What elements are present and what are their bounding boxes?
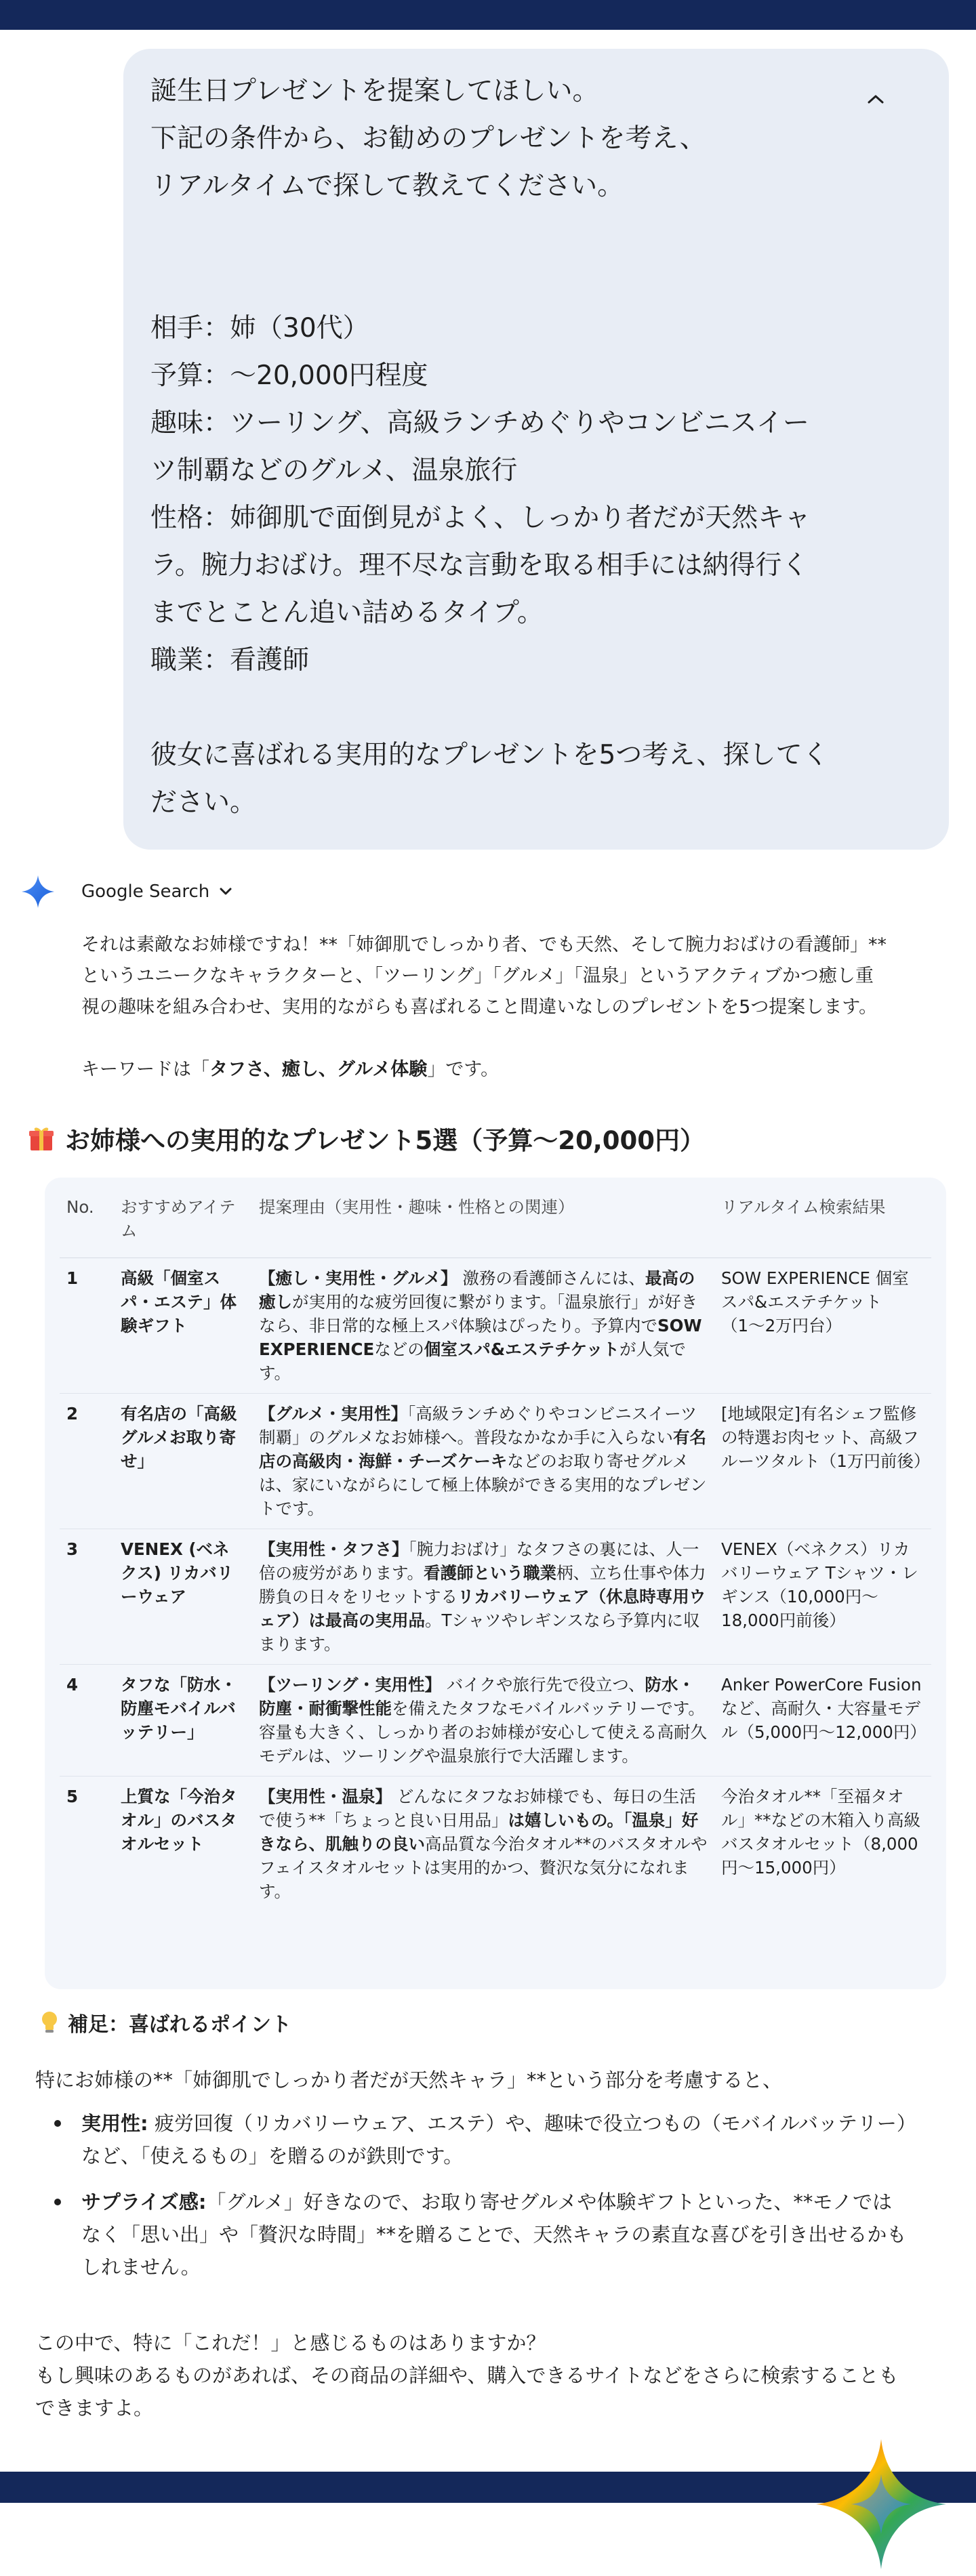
tip-bullet-label: サプライズ感:: [81, 2190, 207, 2214]
top-bar: [0, 0, 976, 30]
intro-line: というユニークなキャラクターと、「ツーリング」「グルメ」「温泉」というアクティブかつ癒し重: [81, 965, 874, 986]
reason-text: 。Tシャツやレギンスなら予算内に収まります。: [259, 1611, 700, 1654]
table-row: [60, 1777, 931, 1912]
tip-bullet-label: 実用性:: [81, 2112, 148, 2135]
reason-bold-text: 看護師という職業: [424, 1563, 557, 1583]
reason-bold-text: 【グルメ・実用性】: [259, 1404, 408, 1424]
prompt-line: までとことん追い詰めるタイプ。: [150, 598, 544, 628]
prompt-line: 彼女に喜ばれる実用的なプレゼントを5つ考え、探してく: [150, 740, 829, 770]
reason-text: が実用的な疲労回復に繋がります。「温泉旅行」が好きなら、非日常的な極上スパ体験はぴったり。予算内で: [259, 1292, 698, 1335]
tip-title: [38, 2006, 291, 2039]
cell-search-result: VENEX（ベネクス）リカバリーウェア Tシャツ・レギンス（10,000円〜18,000円前後）: [714, 1529, 931, 1665]
cell-reason: [252, 1394, 714, 1529]
tip-bullet-text: なく「思い出」や「贅沢な時間」**を贈ることで、天然キャラの素直な喜びを引き出せるかも: [81, 2223, 907, 2246]
tip-bullet-text: など、「使えるもの」を贈るのが鉄則です。: [81, 2144, 464, 2167]
reason-bold-text: 【ツーリング・実用性】: [259, 1675, 442, 1695]
tip-bullet-text: 「グルメ」好きなので、お取り寄せグルメや体験ギフトといった、**モノでは: [206, 2190, 892, 2214]
cell-search-result: [地域限定]有名シェフ監修の特選お肉セット、高級フルーツタルト（1万円前後）: [714, 1394, 931, 1529]
prompt-line: 下記の条件から、お勧めのプレゼントを考え、: [150, 123, 706, 154]
tip-title-text: 補足：喜ばれるポイント: [68, 2013, 291, 2037]
reason-bold-text: 防水・防塵・耐衝撃性能: [259, 1675, 695, 1718]
table-row: [60, 1529, 931, 1665]
prompt-line: 誕生日プレゼントを提案してほしい。: [150, 76, 599, 106]
closing-line: もし興味のあるものがあれば、その商品の詳細や、購入できるサイトなどをさらに検索することも: [35, 2364, 899, 2387]
cell-reason: [252, 1258, 714, 1394]
reason-text: どんなにタフなお姉様でも、毎日の生活で使う**「ちょっと良い日用品」: [259, 1787, 696, 1830]
closing-paragraph: [35, 2327, 957, 2424]
cell-item-name: タフな「防水・防塵モバイルバッテリー」: [114, 1665, 252, 1777]
table-row: [60, 1258, 931, 1394]
intro-line: 視の趣味を組み合わせ、実用的ながらも喜ばれること間違いなしのプレゼントを5つ提案します。: [81, 997, 878, 1018]
gemini-logo-icon[interactable]: [811, 2434, 952, 2575]
reason-text: 「腕力おばけ」なタフさの裏には、人一倍の疲労があります。: [259, 1539, 699, 1583]
cell-item-name: 高級「個室スパ・エステ」体験ギフト: [121, 1268, 237, 1335]
prompt-line: 相手：姉（30代）: [150, 313, 369, 344]
reason-bold-text: 【実用性・温泉】: [259, 1787, 392, 1806]
cell-search-result: 今治タオル**「至福タオル」**などの木箱入り高級バスタオルセット（8,000円〜15,000円）: [714, 1777, 931, 1912]
closing-line: この中で、特に「これだ！」と感じるものはありますか？: [35, 2331, 546, 2354]
table-header-row: [60, 1187, 931, 1258]
cell-item-name: 有名店の「高級グルメお取り寄せ」: [114, 1394, 252, 1529]
cell-no: 2: [60, 1394, 114, 1529]
assistant-header: [19, 873, 234, 911]
reason-text: などの: [374, 1339, 424, 1359]
prompt-line: ラ。腕力おばけ。理不尽な言動を取る相手には納得行く: [150, 550, 809, 581]
prompt-blank-line: [150, 210, 881, 257]
section-title: [27, 1118, 705, 1159]
cell-reason: [252, 1529, 714, 1665]
gemini-spark-icon: [19, 873, 57, 911]
reason-bold-text: は嬉しいもの。「温泉」好きなら、肌触りの良い: [259, 1810, 699, 1854]
cell-no: 3: [60, 1529, 114, 1665]
collapse-prompt-button[interactable]: [859, 83, 892, 115]
prompt-blank-line: [150, 684, 881, 732]
reason-bold-text: 有名店の高級肉・海鮮・チーズケーキ: [259, 1428, 707, 1471]
cell-no: 1: [66, 1268, 79, 1288]
keyword-prefix: キーワードは「: [81, 1059, 209, 1080]
prompt-line: リアルタイムで探して教えてください。: [150, 171, 624, 201]
reason-bold-text: 最高の癒し: [259, 1268, 695, 1312]
table-row: [60, 1665, 931, 1777]
prompt-line: ださい。: [150, 787, 257, 818]
tip-bullets: [35, 2107, 957, 2297]
header-item: おすすめアイテム: [114, 1187, 252, 1258]
reason-bold-text: 【実用性・タフさ】: [259, 1539, 409, 1559]
google-search-chip[interactable]: [81, 881, 234, 902]
google-search-label: Google Search: [81, 881, 210, 902]
prompt-line: 予算：～20,000円程度: [150, 360, 428, 391]
reason-text: などのお取り寄せグルメは、家にいながらにして極上体験ができる実用的なプレゼントです。: [259, 1451, 707, 1518]
reason-bold-text: 【癒し・実用性・グルメ】: [259, 1268, 458, 1288]
cell-search-result: Anker PowerCore Fusion など、高耐久・大容量モデル（5,000円〜12,000円）: [714, 1665, 931, 1777]
tip-bullet: [35, 2107, 957, 2172]
cell-reason: [252, 1777, 714, 1912]
prompt-line: ツ制覇などのグルメ、温泉旅行: [150, 455, 518, 486]
reason-text: が人気です。: [259, 1339, 686, 1383]
header-result: リアルタイム検索結果: [714, 1187, 931, 1258]
cell-reason: [252, 1665, 714, 1777]
reason-bold-text: SOW EXPERIENCE: [259, 1316, 702, 1359]
cell-search-result: SOW EXPERIENCE 個室スパ&エステチケット（1〜2万円台）: [721, 1268, 909, 1335]
user-prompt-text: [150, 68, 881, 827]
reason-text: 高品質な今治タオル**のバスタオルやフェイスタオルセットは実用的かつ、贅沢な気分になれます。: [259, 1834, 708, 1901]
closing-line: できますよ。: [35, 2396, 154, 2419]
tip-intro: 特にお姉様の**「姉御肌でしっかり者だが天然キャラ」**という部分を考慮すると、: [35, 2069, 783, 2092]
reason-text: バイクや旅行先で役立つ、: [441, 1675, 645, 1695]
lightbulb-icon: [38, 2010, 61, 2035]
keyword-bold: タフさ、癒し、グルメ体験: [209, 1059, 428, 1080]
keyword-suffix: 」です。: [427, 1059, 500, 1080]
intro-line: それは素敵なお姉様ですね！**「姉御肌でしっかり者、でも天然、そして腕力おばけの看護師」**: [81, 934, 887, 955]
tip-bullet: [35, 2186, 957, 2283]
reason-text: 柄、立ち仕事や体力勝負の日々をリセットする: [259, 1563, 706, 1606]
prompt-line: 趣味：ツーリング、高級ランチめぐりやコンビニスイー: [150, 408, 809, 438]
tip-bullet-text: しれません。: [81, 2256, 201, 2279]
cell-item-name: VENEX (ベネクス) リカバリーウェア: [114, 1529, 252, 1665]
keyword-line: [81, 1054, 956, 1085]
chevron-up-icon: [866, 92, 886, 106]
chevron-down-icon: [218, 886, 234, 897]
tip-bullet-text: 疲労回復（リカバリーウェア、エステ）や、趣味で役立つもの（モバイルバッテリー）: [148, 2112, 916, 2135]
prompt-blank-line: [150, 257, 881, 305]
user-prompt-bubble: [123, 49, 949, 850]
answer-intro: [81, 930, 956, 1023]
section-title-text: お姉様への実用的なプレゼント5選（予算～20,000円）: [65, 1126, 706, 1155]
reason-text: 激務の看護師さんには、: [457, 1268, 645, 1288]
header-reason: 提案理由（実用性・趣味・性格との関連）: [252, 1187, 714, 1258]
reason-text: 「高級ランチめぐりやコンビニスイーツ制覇」のグルメなお姉様へ。普段なかなか手に入らない: [259, 1404, 697, 1447]
cell-item-name: 上質な「今治タオル」のバスタオルセット: [114, 1777, 252, 1912]
header-no: No.: [60, 1187, 114, 1258]
reason-bold-text: 個室スパ&エステチケット: [424, 1339, 619, 1359]
prompt-line: 職業：看護師: [150, 645, 310, 676]
cell-no: 4: [60, 1665, 114, 1777]
prompt-line: 性格：姉御肌で面倒見がよく、しっかり者だが天然キャ: [150, 503, 811, 533]
table-row: [60, 1394, 931, 1529]
gift-icon: [27, 1124, 56, 1152]
cell-no: 5: [60, 1777, 114, 1912]
presents-table: [45, 1178, 946, 1989]
reason-text: を備えたタフなモバイルバッテリーです。容量も大きく、しっかり者のお姉様が安心して使える高耐久モデルは、ツーリングや温泉旅行で大活躍します。: [259, 1699, 708, 1766]
reason-bold-text: リカバリーウェア（休息時専用ウェア）は最高の実用品: [259, 1587, 706, 1630]
